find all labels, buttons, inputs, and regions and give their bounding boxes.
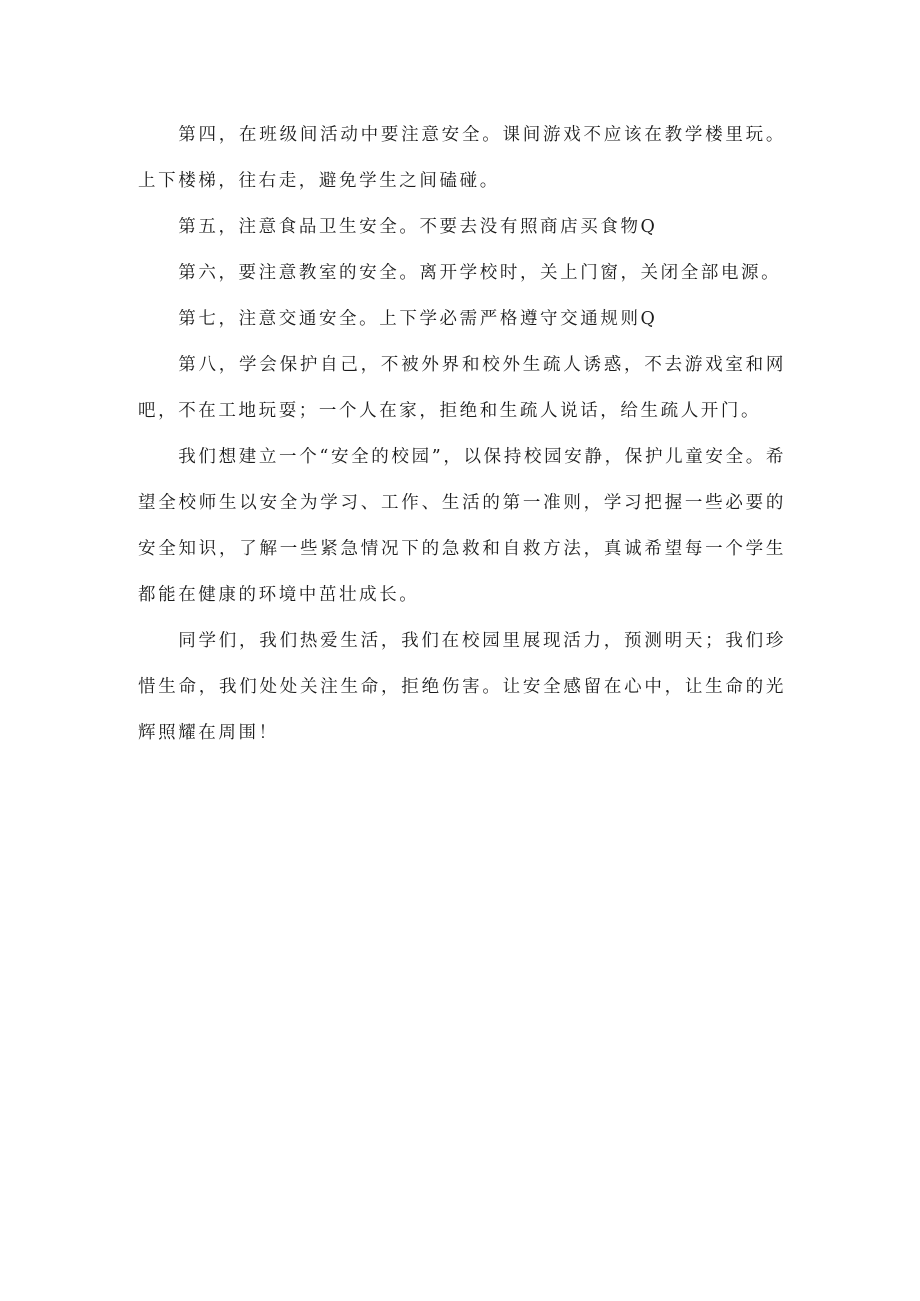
paragraph-traffic-safety: 第七，注意交通安全。上下学必需严格遵守交通规则Q [178, 309, 658, 329]
paragraph-safe-campus: 我们想建立一个“安全的校园”，以保持校园安静，保护儿童安全。希望全校师生以安全为学习、工作、生活的第一准则，学习把握一些必要的安全知识，了解一些紧急情况下的急救和自救方法，真诚希望每一个学生都能在健康的环境中茁壮成长。 [138, 447, 786, 605]
paragraph-food-safety: 第五，注意食品卫生安全。不要去没有照商店买食物Q [178, 217, 658, 237]
document-body [138, 112, 786, 756]
paragraph-safety-activities: 第四，在班级间活动中要注意安全。课间游戏不应该在教学楼里玩。上下楼梯，往右走，避免学生之间磕碰。 [138, 125, 786, 191]
paragraph-self-protection: 第八，学会保护自己，不被外界和校外生疏人诱惑，不去游戏室和网吧，不在工地玩耍；一个人在家，拒绝和生疏人说话，给生疏人开门。 [138, 355, 786, 421]
paragraph-classroom-safety: 第六，要注意教室的安全。离开学校时，关上门窗，关闭全部电源。 [178, 263, 782, 283]
paragraph-closing: 同学们，我们热爱生活，我们在校园里展现活力，预测明天；我们珍惜生命，我们处处关注生命，拒绝伤害。让安全感留在心中，让生命的光辉照耀在周围！ [138, 631, 786, 743]
